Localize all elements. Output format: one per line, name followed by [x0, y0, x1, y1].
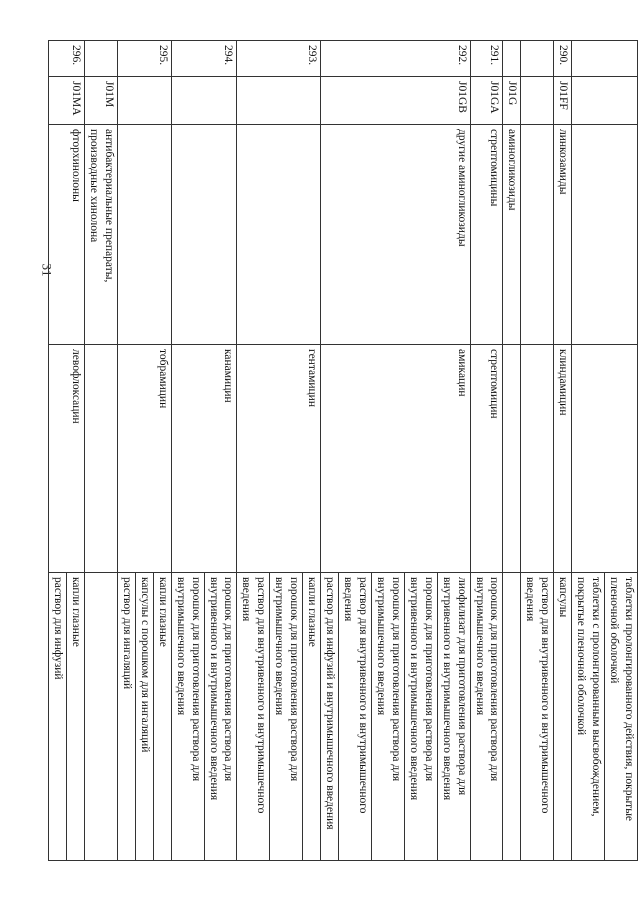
drug-name-cell: [521, 345, 554, 573]
table-row: [321, 41, 470, 861]
table-row: [554, 41, 572, 861]
atc-code-cell: J01G: [503, 77, 521, 125]
table-row: [470, 41, 503, 861]
table-row: [572, 41, 638, 861]
row-number-cell: 290.: [554, 41, 572, 77]
dosage-form: таблетки с пролонгированным высвобождением, покрытые пленочной оболочкой: [575, 577, 603, 817]
row-number-cell: 291.: [470, 41, 503, 77]
dosage-form: порошок для приготовления раствора для внутримышечного введения: [269, 573, 302, 860]
drug-list-table: [48, 40, 638, 861]
row-number-cell: [572, 41, 638, 77]
group-name-cell: [117, 125, 171, 345]
drug-name-cell: левофлоксацин: [49, 345, 85, 573]
dosage-forms-cell: [554, 573, 572, 861]
dosage-form: порошок для приготовления раствора для внутривенного и внутримышечного введения: [404, 573, 437, 860]
drug-name-cell: [85, 345, 118, 573]
table-row: [49, 41, 85, 861]
drug-name-cell: тобрамицин: [117, 345, 171, 573]
group-name-cell: [521, 125, 554, 345]
row-number-cell: [85, 41, 118, 77]
dosage-forms-cell: [171, 573, 237, 861]
atc-code-cell: J01GB: [321, 77, 470, 125]
dosage-forms-cell: [572, 573, 638, 861]
table-row: [503, 41, 521, 861]
group-name-cell: аминогликозиды: [503, 125, 521, 345]
dosage-form: раствор для инфузий и внутримышечного введения: [324, 577, 337, 830]
rotated-table-container: [52, 40, 638, 860]
atc-code-cell: [521, 77, 554, 125]
dosage-form: порошок для приготовления раствора для внутривенного и внутримышечного введения: [204, 573, 237, 860]
dosage-forms-cell: [237, 573, 321, 861]
dosage-form: порошок для приготовления раствора для внутримышечного введения: [174, 577, 202, 782]
scanned-page: [52, 40, 638, 860]
dosage-form: раствор для внутривенного и внутримышечного введения: [240, 577, 268, 814]
group-name-cell: [237, 125, 321, 345]
dosage-form: раствор для внутривенного и внутримышечного введения: [338, 573, 371, 860]
atc-code-cell: J01MA: [49, 77, 85, 125]
group-name-cell: фторхинолоны: [49, 125, 85, 345]
table-row: [171, 41, 237, 861]
drug-name-cell: клиндамицин: [554, 345, 572, 573]
drug-name-cell: стрептомицин: [470, 345, 503, 573]
drug-name-cell: гентамицин: [237, 345, 321, 573]
dosage-form: раствор для внутривенного и внутримышечного введения: [524, 577, 552, 814]
group-name-cell: другие аминогликозиды: [321, 125, 470, 345]
atc-code-cell: J01GA: [470, 77, 503, 125]
group-name-cell: [572, 125, 638, 345]
atc-code-cell: [237, 77, 321, 125]
row-number-cell: 292.: [321, 41, 470, 77]
row-number-cell: [521, 41, 554, 77]
row-number-cell: 293.: [237, 41, 321, 77]
table-row: [237, 41, 321, 861]
table-body: [49, 41, 638, 861]
dosage-form: капли глазные: [302, 573, 320, 860]
dosage-form: капсулы с порошком для ингаляций: [135, 573, 153, 860]
dosage-form: порошок для приготовления раствора для внутримышечного введения: [473, 577, 501, 782]
dosage-form: раствор для ингаляций: [120, 577, 133, 690]
dosage-form: капли глазные: [66, 573, 84, 860]
row-number-cell: [503, 41, 521, 77]
group-name-cell: [171, 125, 237, 345]
dosage-forms-cell: [521, 573, 554, 861]
atc-code-cell: [117, 77, 171, 125]
row-number-cell: 295.: [117, 41, 171, 77]
dosage-forms-cell: [470, 573, 503, 861]
dosage-form: лиофилизат для приготовления раствора для внутривенного и внутримышечного введения: [437, 573, 470, 860]
page-number: 31: [39, 263, 55, 277]
table-row: [521, 41, 554, 861]
dosage-forms-cell: [117, 573, 171, 861]
group-name-cell: антибактериальные препараты, производные хинолона: [85, 125, 118, 345]
dosage-forms-cell: [321, 573, 470, 861]
row-number-cell: 294.: [171, 41, 237, 77]
dosage-form: капсулы: [557, 577, 570, 618]
dosage-form: таблетки пролонгированного действия, покрытые пленочной оболочкой: [604, 573, 637, 860]
atc-code-cell: J01FF: [554, 77, 572, 125]
drug-name-cell: канамицин: [171, 345, 237, 573]
dosage-forms-cell: [49, 573, 85, 861]
dosage-form: капли глазные: [153, 573, 171, 860]
atc-code-cell: [171, 77, 237, 125]
drug-name-cell: амикацин: [321, 345, 470, 573]
dosage-form: раствор для инфузий: [52, 577, 65, 680]
row-number-cell: 296.: [49, 41, 85, 77]
table-row: [117, 41, 171, 861]
dosage-forms-cell: [503, 573, 521, 861]
dosage-forms-cell: [85, 573, 118, 861]
group-name-cell: линкозамиды: [554, 125, 572, 345]
dosage-form: порошок для приготовления раствора для внутримышечного введения: [371, 573, 404, 860]
table-row: [85, 41, 118, 861]
group-name-cell: стрептомицины: [470, 125, 503, 345]
drug-name-cell: [572, 345, 638, 573]
atc-code-cell: [572, 77, 638, 125]
drug-name-cell: [503, 345, 521, 573]
atc-code-cell: J01M: [85, 77, 118, 125]
